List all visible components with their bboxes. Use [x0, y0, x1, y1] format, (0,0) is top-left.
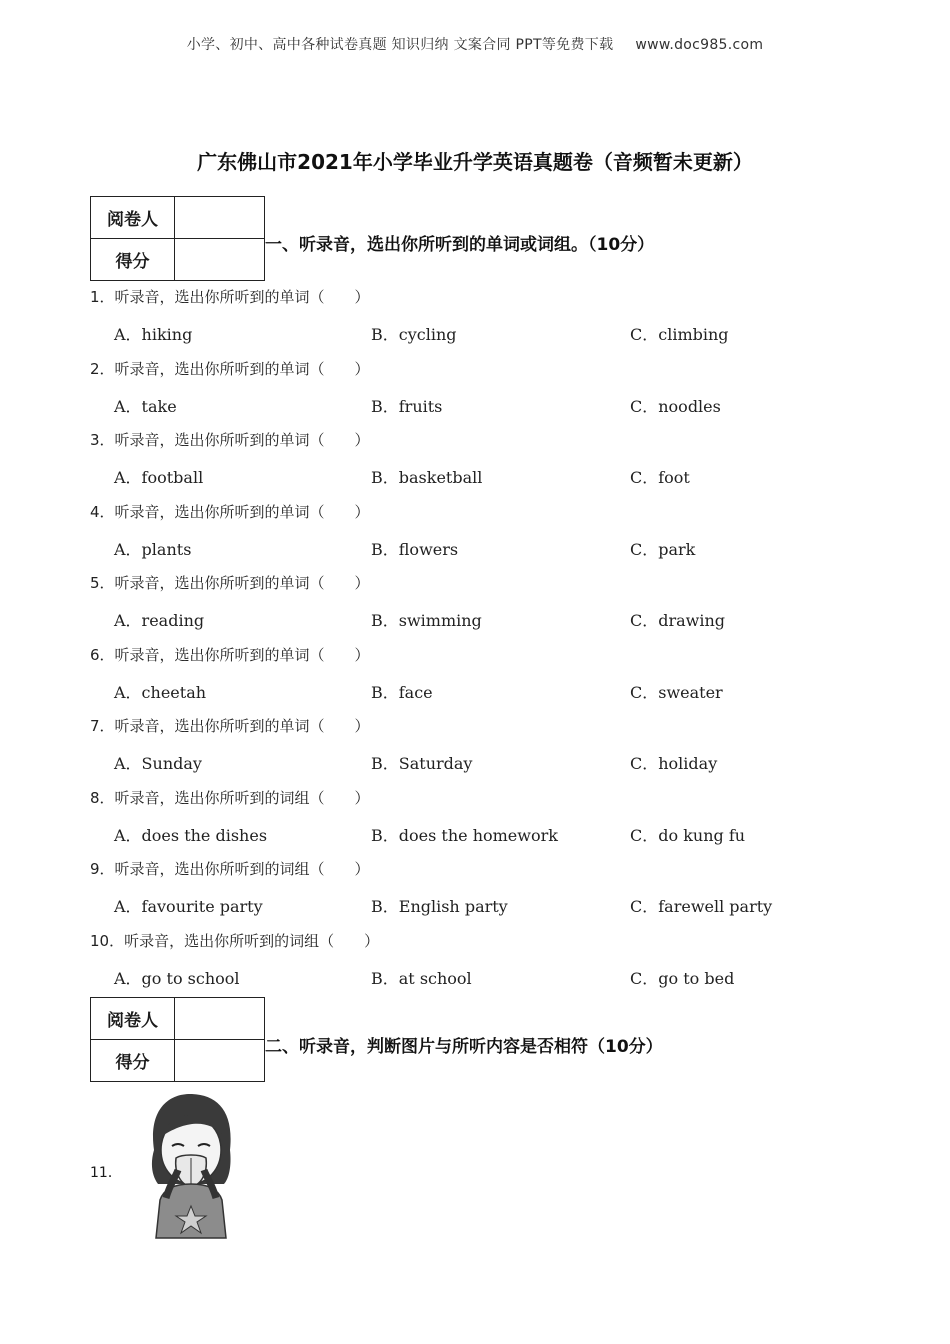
option-c[interactable]: C．sweater — [630, 683, 723, 702]
option-a[interactable]: A．cheetah — [114, 683, 207, 702]
reviewer-cell[interactable] — [175, 197, 265, 239]
option-a[interactable]: A．favourite party — [114, 897, 263, 916]
question-stem: 2．听录音，选出你所听到的单词（ ） — [90, 360, 370, 378]
option-b[interactable]: B．fruits — [371, 397, 443, 416]
option-b[interactable]: B．face — [371, 683, 433, 702]
option-c[interactable]: C．do kung fu — [630, 826, 746, 845]
option-a[interactable]: A．plants — [114, 540, 192, 559]
option-a[interactable]: A．Sunday — [114, 754, 202, 773]
score-label: 得分 — [91, 1040, 175, 1082]
option-a[interactable]: A．take — [114, 397, 177, 416]
option-c[interactable]: C．noodles — [630, 397, 721, 416]
reviewer-label: 阅卷人 — [91, 197, 175, 239]
score-table-2 — [90, 997, 265, 1082]
option-c[interactable]: C．go to bed — [630, 969, 735, 988]
question-stem: 4．听录音，选出你所听到的单词（ ） — [90, 503, 370, 521]
question-11-number: 11． — [90, 1165, 122, 1181]
header-url[interactable]: www.doc985.com — [635, 37, 764, 53]
option-b[interactable]: B．Saturday — [371, 754, 473, 773]
header-text: 小学、初中、高中各种试卷真题 知识归纳 文案合同 PPT等免费下载 — [186, 37, 614, 53]
reviewer-label: 阅卷人 — [91, 998, 175, 1040]
option-b[interactable]: B．at school — [371, 969, 472, 988]
score-table-1 — [90, 196, 265, 281]
option-a[interactable]: A．hiking — [114, 325, 193, 344]
reviewer-cell[interactable] — [175, 998, 265, 1040]
option-b[interactable]: B．English party — [371, 897, 508, 916]
question-stem: 8．听录音，选出你所听到的词组（ ） — [90, 789, 370, 807]
question-stem: 6．听录音，选出你所听到的单词（ ） — [90, 646, 370, 664]
page-title: 广东佛山市2021年小学毕业升学英语真题卷（音频暂未更新） — [197, 150, 753, 174]
option-a[interactable]: A．football — [114, 468, 204, 487]
question-stem: 1．听录音，选出你所听到的单词（ ） — [90, 288, 370, 306]
option-b[interactable]: B．flowers — [371, 540, 459, 559]
option-b[interactable]: B．basketball — [371, 468, 483, 487]
option-a[interactable]: A．reading — [114, 611, 205, 630]
score-cell[interactable] — [175, 1040, 265, 1082]
score-cell[interactable] — [175, 239, 265, 281]
option-c[interactable]: C．drawing — [630, 611, 726, 630]
section-2-title: 二、听录音，判断图片与所听内容是否相符（10分） — [265, 1037, 663, 1057]
question-stem: 7．听录音，选出你所听到的单词（ ） — [90, 717, 370, 735]
option-b[interactable]: B．swimming — [371, 611, 482, 630]
section-1-title: 一、听录音，选出你所听到的单词或词组。（10分） — [265, 235, 655, 255]
question-stem: 9．听录音，选出你所听到的词组（ ） — [90, 860, 370, 878]
score-label: 得分 — [91, 239, 175, 281]
question-stem: 5．听录音，选出你所听到的单词（ ） — [90, 574, 370, 592]
option-c[interactable]: C．holiday — [630, 754, 718, 773]
option-c[interactable]: C．park — [630, 540, 696, 559]
option-a[interactable]: A．go to school — [114, 969, 240, 988]
option-a[interactable]: A．does the dishes — [114, 826, 268, 845]
question-stem: 3．听录音，选出你所听到的单词（ ） — [90, 431, 370, 449]
option-c[interactable]: C．climbing — [630, 325, 729, 344]
page-header — [0, 34, 950, 54]
option-c[interactable]: C．farewell party — [630, 897, 773, 916]
option-b[interactable]: B．does the homework — [371, 826, 558, 845]
girl-sneezing-illustration — [140, 1088, 240, 1247]
option-c[interactable]: C．foot — [630, 468, 690, 487]
question-stem: 10．听录音，选出你所听到的词组（ ） — [90, 932, 380, 950]
option-b[interactable]: B．cycling — [371, 325, 457, 344]
